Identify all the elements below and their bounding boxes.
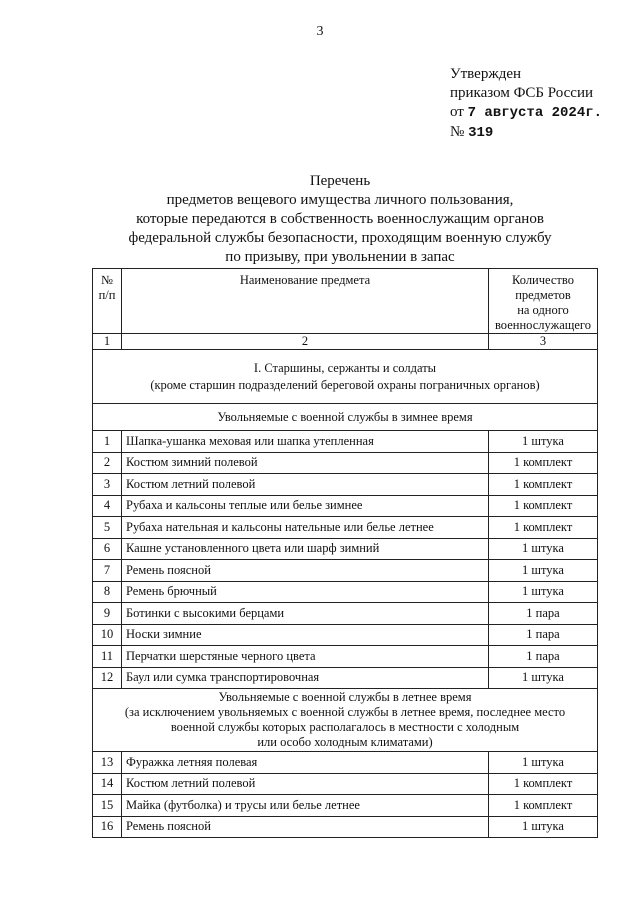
- summer-heading-cell: [93, 689, 598, 752]
- item-number: 11: [93, 646, 122, 668]
- table-row: [93, 495, 598, 517]
- header-qty-line-2: предметов: [515, 288, 571, 302]
- header-number-cell: [93, 269, 122, 334]
- approval-block: [450, 65, 602, 143]
- approval-line-number: [450, 123, 602, 143]
- page-number: 3: [316, 24, 324, 39]
- document-title: [0, 172, 640, 267]
- section-heading-line-2: (кроме старшин подразделений береговой охраны пограничных органов): [150, 377, 540, 392]
- item-number: 8: [93, 581, 122, 603]
- header-qty-line-3: на одного: [517, 303, 569, 317]
- header-number-abbr: п/п: [98, 288, 116, 302]
- item-quantity: 1 штука: [489, 752, 598, 774]
- item-name: Рубаха нательная и кальсоны нательные или белье летнее: [122, 517, 489, 539]
- winter-heading-cell: Увольняемые с военной службы в зимнее время: [93, 404, 598, 431]
- section-heading-row: [93, 350, 598, 404]
- item-name: Костюм летний полевой: [122, 474, 489, 496]
- approval-line-date: [450, 103, 602, 123]
- approval-date-prefix: от: [450, 104, 464, 120]
- summer-heading-line-1: Увольняемые с военной службы в летнее время: [218, 690, 472, 704]
- item-number: 9: [93, 603, 122, 625]
- summer-heading-row: [93, 689, 598, 752]
- summer-heading-line-2: (за исключением увольняемых с военной службы в летнее время, последнее место: [124, 705, 566, 719]
- items-table: [92, 268, 598, 838]
- title-line-1: Перечень: [309, 173, 371, 189]
- item-quantity: 1 штука: [489, 581, 598, 603]
- header-qty-line-1: Количество: [512, 273, 574, 287]
- item-name: Костюм зимний полевой: [122, 452, 489, 474]
- item-quantity: 1 штука: [489, 816, 598, 838]
- item-name: Носки зимние: [122, 624, 489, 646]
- table-row: [93, 795, 598, 817]
- title-line-3: которые передаются в собственность военнослужащим органов: [136, 211, 544, 227]
- column-index-3: 3: [489, 334, 598, 350]
- column-index-1: 1: [93, 334, 122, 350]
- section-heading-line-1: I. Старшины, сержанты и солдаты: [253, 360, 437, 375]
- item-quantity: 1 штука: [489, 667, 598, 689]
- item-quantity: 1 штука: [489, 538, 598, 560]
- item-number: 4: [93, 495, 122, 517]
- summer-heading-line-3: военной службы которых располагалось в местности с холодным: [170, 720, 520, 734]
- summer-heading-line-4: или особо холодным климатами): [257, 735, 433, 749]
- table-row: [93, 431, 598, 453]
- item-name: Шапка-ушанка меховая или шапка утепленная: [122, 431, 489, 453]
- item-name: Ремень брючный: [122, 581, 489, 603]
- table-row: [93, 667, 598, 689]
- item-number: 1: [93, 431, 122, 453]
- item-number: 10: [93, 624, 122, 646]
- table-row: [93, 816, 598, 838]
- table-row: [93, 517, 598, 539]
- item-quantity: 1 штука: [489, 431, 598, 453]
- item-number: 7: [93, 560, 122, 582]
- table-row: [93, 752, 598, 774]
- item-quantity: 1 комплект: [489, 452, 598, 474]
- item-name: Ремень поясной: [122, 560, 489, 582]
- item-name: Майка (футболка) и трусы или белье летнее: [122, 795, 489, 817]
- item-quantity: 1 комплект: [489, 474, 598, 496]
- item-name: Костюм летний полевой: [122, 773, 489, 795]
- table-row: [93, 538, 598, 560]
- approval-number-prefix: №: [450, 124, 465, 140]
- table-header-row: [93, 269, 598, 334]
- header-quantity-cell: [489, 269, 598, 334]
- item-quantity: 1 комплект: [489, 517, 598, 539]
- title-line-4: федеральной службы безопасности, проходящим военную службу: [128, 230, 552, 246]
- table-row: [93, 581, 598, 603]
- item-number: 12: [93, 667, 122, 689]
- winter-heading-row: [93, 404, 598, 431]
- item-quantity: 1 пара: [489, 624, 598, 646]
- item-number: 16: [93, 816, 122, 838]
- approval-line-order: приказом ФСБ России: [450, 85, 593, 101]
- item-number: 3: [93, 474, 122, 496]
- table-row: [93, 773, 598, 795]
- item-number: 6: [93, 538, 122, 560]
- table-row: [93, 603, 598, 625]
- column-index-2: 2: [122, 334, 489, 350]
- approval-line-approved: Утвержден: [450, 66, 522, 82]
- item-quantity: 1 пара: [489, 603, 598, 625]
- item-quantity: 1 пара: [489, 646, 598, 668]
- item-number: 15: [93, 795, 122, 817]
- item-name: Баул или сумка транспортировочная: [122, 667, 489, 689]
- item-quantity: 1 комплект: [489, 773, 598, 795]
- item-number: 5: [93, 517, 122, 539]
- section-heading-cell: [93, 350, 598, 404]
- table-row: [93, 646, 598, 668]
- approval-date: 7 августа 2024г.: [467, 105, 603, 121]
- header-number-sign: №: [101, 273, 113, 287]
- item-name: Ремень поясной: [122, 816, 489, 838]
- table-row: [93, 624, 598, 646]
- item-number: 14: [93, 773, 122, 795]
- item-name: Кашне установленного цвета или шарф зимний: [122, 538, 489, 560]
- title-line-5: по призыву, при увольнении в запас: [225, 249, 455, 265]
- item-name: Фуражка летняя полевая: [122, 752, 489, 774]
- table-row: [93, 474, 598, 496]
- approval-number: 319: [468, 125, 494, 141]
- item-number: 13: [93, 752, 122, 774]
- table-row: [93, 452, 598, 474]
- item-name: Перчатки шерстяные черного цвета: [122, 646, 489, 668]
- header-qty-line-4: военнослужащего: [494, 318, 591, 332]
- item-name: Рубаха и кальсоны теплые или белье зимнее: [122, 495, 489, 517]
- item-number: 2: [93, 452, 122, 474]
- item-quantity: 1 комплект: [489, 795, 598, 817]
- item-quantity: 1 штука: [489, 560, 598, 582]
- title-line-2: предметов вещевого имущества личного пользования,: [166, 192, 514, 208]
- item-name: Ботинки с высокими берцами: [122, 603, 489, 625]
- column-index-row: [93, 334, 598, 350]
- item-quantity: 1 комплект: [489, 495, 598, 517]
- header-name-cell: Наименование предмета: [122, 269, 489, 334]
- table-row: [93, 560, 598, 582]
